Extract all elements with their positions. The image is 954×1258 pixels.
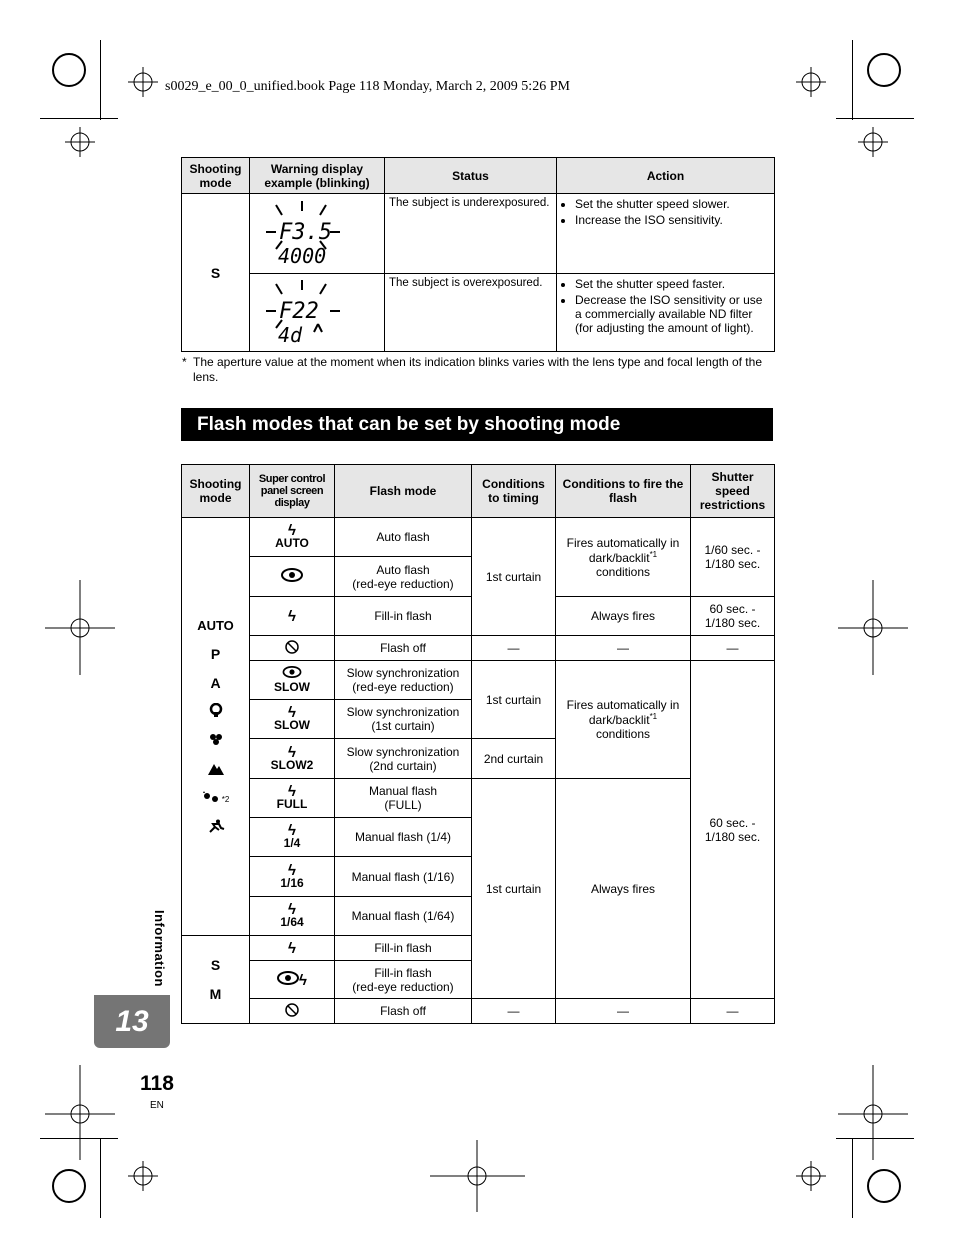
flash-bolt-icon: ϟ — [288, 607, 296, 625]
col-shutter-restrictions: Shutter speed restrictions — [691, 465, 775, 518]
flash-modes-table — [181, 464, 775, 1024]
mode-p: P — [210, 645, 221, 662]
modes-group-sm — [182, 936, 250, 1024]
mode-a: A — [210, 674, 221, 691]
svg-text:4d: 4d — [278, 323, 303, 346]
section-title: Flash modes that can be set by shooting mode — [197, 414, 621, 435]
fire-cell: Always fires — [556, 779, 691, 999]
flash-mode-cell: Slow synchronization (2nd curtain) — [335, 739, 472, 779]
flash-mode-cell: Fill-in flash — [335, 597, 472, 636]
action-item: • Decrease the ISO sensitivity or use a commercially available ND filter (for adjusting the amount of light). — [575, 293, 770, 335]
panel-symbol: ϟ 1/64 — [250, 897, 335, 936]
panel-symbol: SLOW — [250, 661, 335, 700]
flash-mode-cell: Flash off — [335, 999, 472, 1024]
lcd-blink-icon — [262, 276, 372, 346]
flash-mode-cell: Slow synchronization (red-eye reduction) — [335, 661, 472, 700]
panel-symbol: ϟ 1/4 — [250, 818, 335, 857]
svg-text:4000: 4000 — [278, 244, 327, 267]
panel-symbol — [250, 597, 335, 636]
col-timing: Conditions to timing — [472, 465, 556, 518]
svg-text:F22: F22 — [279, 299, 319, 324]
flash-mode-cell: Fill-in flash (red-eye reduction) — [335, 961, 472, 999]
flash-bolt-icon: ϟ — [288, 743, 296, 761]
fire-cell: — — [556, 636, 691, 661]
col-shooting-mode: Shooting mode — [182, 465, 250, 518]
page-header: s0029_e_00_0_unified.book Page 118 Monday, March 2, 2009 5:26 PM — [165, 79, 570, 94]
flash-mode-cell: Fill-in flash — [335, 936, 472, 961]
flash-bolt-icon: ϟ — [288, 939, 296, 957]
flash-mode-cell: Manual flash (1/64) — [335, 897, 472, 936]
mode-auto: AUTO — [197, 617, 234, 633]
lcd-blink-icon — [262, 197, 372, 267]
flash-mode-cell: Manual flash (1/16) — [335, 857, 472, 897]
timing-cell: 2nd curtain — [472, 739, 556, 779]
timing-cell: 1st curtain — [472, 661, 556, 739]
flash-bolt-icon: ϟ — [288, 822, 296, 839]
flash-mode-cell: Flash off — [335, 636, 472, 661]
panel-symbol — [250, 961, 335, 999]
flash-mode-cell: Auto flash (red-eye reduction) — [335, 557, 472, 597]
col-action: Action — [557, 158, 775, 194]
panel-symbol — [250, 636, 335, 661]
action-item: • Set the shutter speed slower. — [575, 197, 770, 211]
page-lang: EN — [150, 1100, 164, 1111]
fire-cell: Fires automatically in dark/backlit$^{*1}$ conditions — [556, 661, 691, 779]
fire-cell: Always fires — [556, 597, 691, 636]
night-portrait-icon — [185, 785, 246, 814]
flash-bolt-icon: ϟ — [288, 861, 296, 879]
panel-symbol — [250, 557, 335, 597]
flash-bolt-icon: ϟ — [288, 704, 296, 721]
panel-symbol: ϟ 1/16 — [250, 857, 335, 897]
timing-cell: 1st curtain — [472, 779, 556, 999]
action-under — [557, 194, 775, 274]
red-eye-icon — [253, 568, 331, 585]
landscape-icon — [185, 756, 246, 785]
timing-cell: — — [472, 636, 556, 661]
timing-cell: 1st curtain — [472, 518, 556, 636]
warning-display-under — [250, 194, 385, 274]
mode-s: S — [210, 956, 221, 973]
flash-off-icon — [253, 640, 331, 657]
section-title-banner — [181, 408, 773, 441]
col-warning-display: Warning display example (blinking) — [250, 158, 385, 194]
footnote-text: The aperture value at the moment when its indication blinks varies with the lens type and focal length of the lens. — [193, 355, 762, 384]
shutter-cell: — — [691, 636, 775, 661]
mode-m: M — [209, 985, 222, 1002]
flash-mode-cell: Manual flash (1/4) — [335, 818, 472, 857]
flash-off-icon — [253, 1003, 331, 1020]
flash-bolt-icon: ϟ — [288, 522, 296, 539]
warning-table — [181, 157, 775, 352]
status-under: The subject is underexposured. — [385, 194, 557, 274]
col-status: Status — [385, 158, 557, 194]
sport-icon — [185, 814, 246, 843]
footnote-mark: * — [182, 355, 187, 369]
flash-mode-cell: Manual flash (FULL) — [335, 779, 472, 818]
svg-text:F3.5: F3.5 — [279, 220, 332, 245]
action-item: • Increase the ISO sensitivity. — [575, 213, 770, 227]
portrait-icon — [185, 698, 246, 727]
panel-symbol: ϟ FULL — [250, 779, 335, 818]
action-item: • Set the shutter speed faster. — [575, 277, 770, 291]
col-fire-conditions: Conditions to fire the flash — [556, 465, 691, 518]
timing-cell: — — [472, 999, 556, 1024]
red-eye-icon — [253, 666, 331, 681]
col-flash-mode: Flash mode — [335, 465, 472, 518]
red-eye-icon — [277, 974, 299, 988]
panel-symbol: ϟ SLOW2 — [250, 739, 335, 779]
shutter-cell: — — [691, 999, 775, 1024]
macro-icon — [185, 727, 246, 756]
side-label: Information — [152, 910, 167, 987]
shutter-cell: 60 sec. - 1/180 sec. — [691, 661, 775, 999]
mode-cell: S — [182, 194, 250, 352]
shutter-cell: 1/60 sec. - 1/180 sec. — [691, 518, 775, 597]
action-over — [557, 274, 775, 352]
page-number: 118 — [140, 1072, 174, 1095]
fire-cell: — — [556, 999, 691, 1024]
flash-mode-cell: Auto flash — [335, 518, 472, 557]
panel-symbol — [250, 999, 335, 1024]
panel-symbol: ϟ SLOW — [250, 700, 335, 739]
footnote — [182, 355, 772, 385]
flash-mode-cell: Slow synchronization (1st curtain) — [335, 700, 472, 739]
chapter-tab: 13 — [94, 995, 170, 1048]
status-over: The subject is overexposured. — [385, 274, 557, 352]
footnote-ref: *2 — [221, 794, 230, 804]
col-panel-display: Super control panel screen display — [250, 465, 335, 518]
flash-bolt-icon: ϟ — [288, 901, 296, 918]
flash-bolt-icon: ϟ — [299, 972, 307, 989]
fire-cell: Fires automatically in dark/backlit$^{*1}$ conditions — [556, 518, 691, 597]
modes-group-auto — [182, 518, 250, 936]
shutter-cell: 60 sec. - 1/180 sec. — [691, 597, 775, 636]
col-shooting-mode: Shooting mode — [182, 158, 250, 194]
warning-display-over — [250, 274, 385, 352]
panel-symbol — [250, 936, 335, 961]
flash-bolt-icon: ϟ — [288, 783, 296, 800]
panel-symbol: ϟ AUTO — [250, 518, 335, 557]
